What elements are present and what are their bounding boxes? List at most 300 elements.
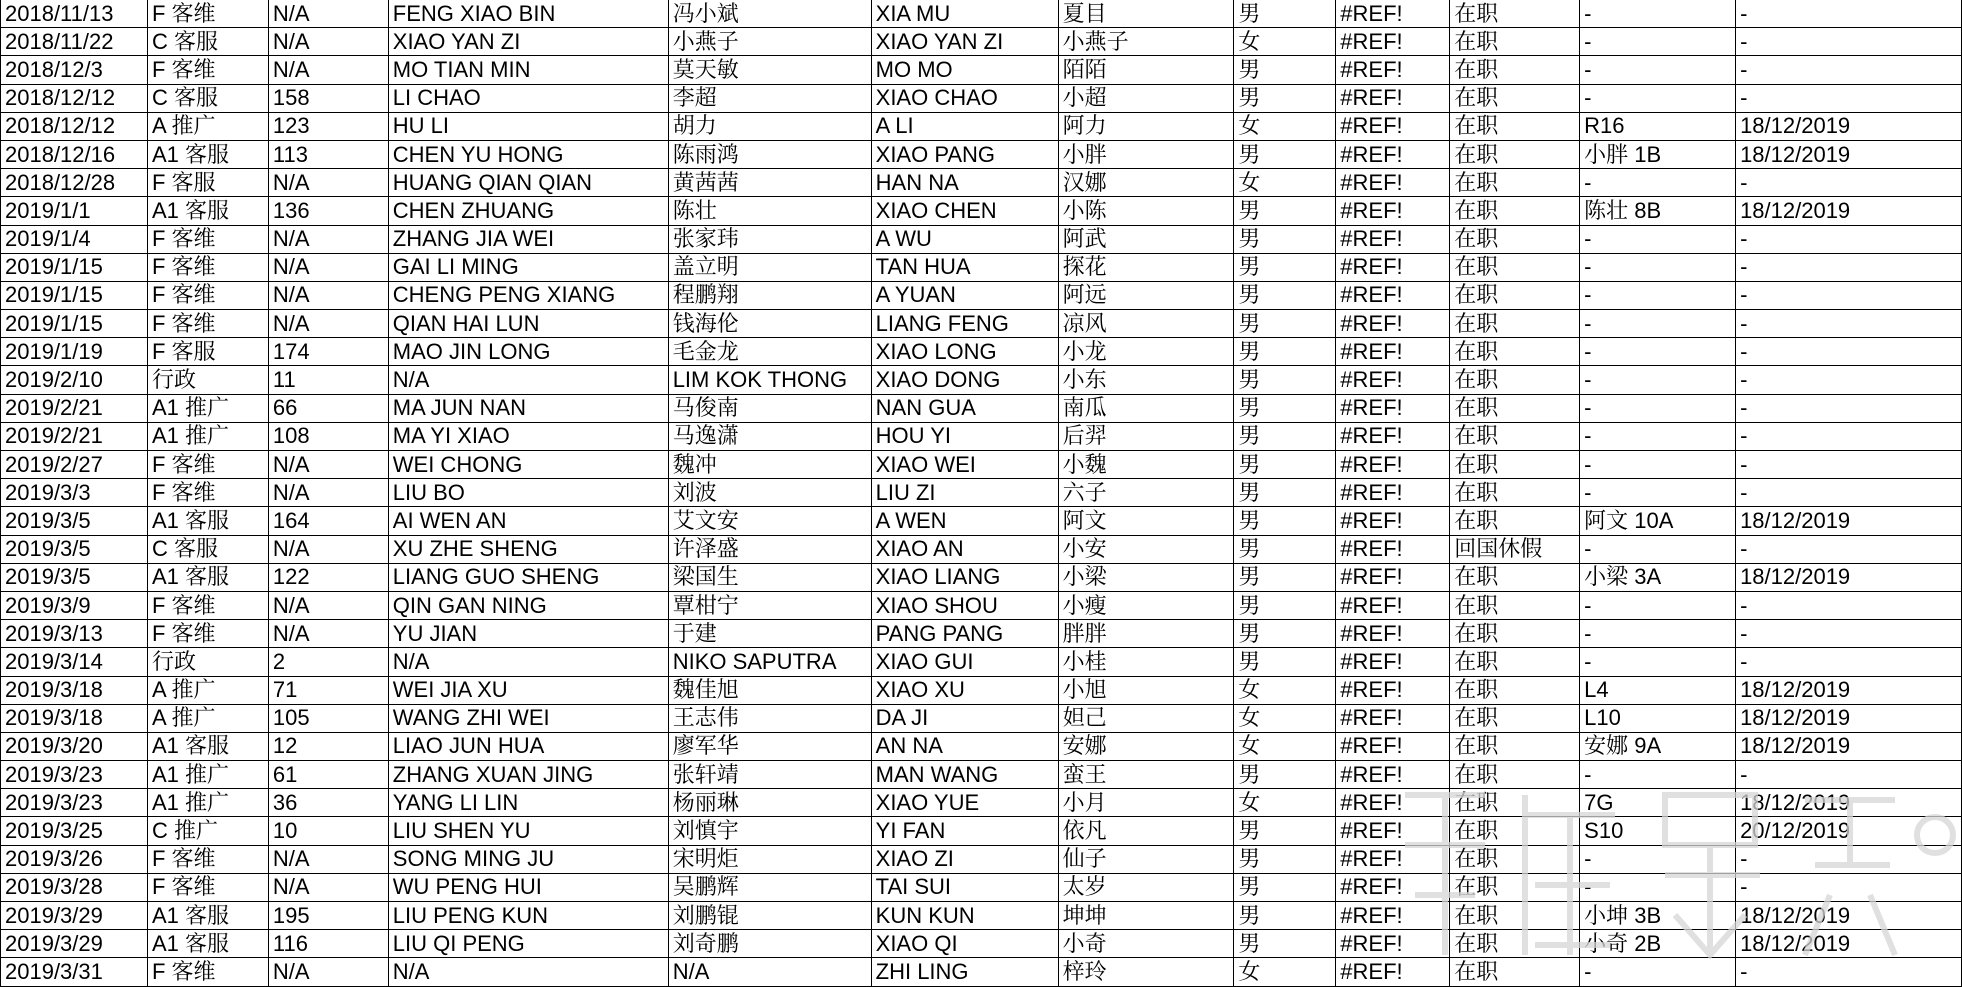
cell-code[interactable]: 158 <box>268 84 388 112</box>
cell-expiry-date[interactable]: 18/12/2019 <box>1736 676 1962 704</box>
cell-department[interactable]: F 客维 <box>147 56 268 84</box>
cell-join-date[interactable]: 2019/2/21 <box>1 422 148 450</box>
cell-status[interactable]: 在职 <box>1450 197 1580 225</box>
cell-gender[interactable]: 女 <box>1234 789 1336 817</box>
cell-expiry-date[interactable]: - <box>1736 169 1962 197</box>
cell-chinese-name[interactable]: 张轩靖 <box>668 761 871 789</box>
cell-pinyin-name[interactable]: YANG LI LIN <box>388 789 668 817</box>
cell-account-code[interactable]: - <box>1580 281 1736 309</box>
cell-gender[interactable]: 男 <box>1234 648 1336 676</box>
cell-account-code[interactable]: S10 <box>1580 817 1736 845</box>
cell-ref-value[interactable]: #REF! <box>1336 845 1450 873</box>
cell-code[interactable]: 10 <box>268 817 388 845</box>
cell-expiry-date[interactable]: - <box>1736 873 1962 901</box>
cell-ref-value[interactable]: #REF! <box>1336 789 1450 817</box>
cell-join-date[interactable]: 2019/3/9 <box>1 591 148 619</box>
cell-expiry-date[interactable]: - <box>1736 535 1962 563</box>
cell-join-date[interactable]: 2019/3/13 <box>1 620 148 648</box>
cell-department[interactable]: 行政 <box>147 648 268 676</box>
cell-department[interactable]: A 推广 <box>147 704 268 732</box>
cell-ref-value[interactable]: #REF! <box>1336 84 1450 112</box>
cell-nickname[interactable]: 阿远 <box>1058 281 1234 309</box>
cell-pinyin-name[interactable]: CHENG PENG XIANG <box>388 281 668 309</box>
cell-chinese-name[interactable]: 王志伟 <box>668 704 871 732</box>
cell-expiry-date[interactable]: 20/12/2019 <box>1736 817 1962 845</box>
cell-ref-value[interactable]: #REF! <box>1336 676 1450 704</box>
cell-status[interactable]: 在职 <box>1450 648 1580 676</box>
cell-chinese-name[interactable]: 许泽盛 <box>668 535 871 563</box>
cell-expiry-date[interactable]: - <box>1736 225 1962 253</box>
cell-ref-value[interactable]: #REF! <box>1336 507 1450 535</box>
cell-nickname[interactable]: 南瓜 <box>1058 394 1234 422</box>
cell-join-date[interactable]: 2019/3/5 <box>1 535 148 563</box>
cell-pinyin-name[interactable]: CHEN YU HONG <box>388 140 668 168</box>
cell-department[interactable]: F 客维 <box>147 958 268 986</box>
cell-department[interactable]: A1 推广 <box>147 422 268 450</box>
cell-gender[interactable]: 女 <box>1234 958 1336 986</box>
cell-nickname-pinyin[interactable]: HAN NA <box>871 169 1058 197</box>
cell-join-date[interactable]: 2019/3/18 <box>1 704 148 732</box>
cell-expiry-date[interactable]: - <box>1736 648 1962 676</box>
cell-department[interactable]: F 客维 <box>147 479 268 507</box>
cell-ref-value[interactable]: #REF! <box>1336 648 1450 676</box>
cell-department[interactable]: C 客服 <box>147 84 268 112</box>
cell-department[interactable]: F 客维 <box>147 873 268 901</box>
cell-join-date[interactable]: 2019/1/15 <box>1 310 148 338</box>
cell-status[interactable]: 在职 <box>1450 704 1580 732</box>
cell-gender[interactable]: 男 <box>1234 451 1336 479</box>
cell-nickname[interactable]: 小桂 <box>1058 648 1234 676</box>
cell-nickname[interactable]: 小燕子 <box>1058 28 1234 56</box>
cell-nickname-pinyin[interactable]: MO MO <box>871 56 1058 84</box>
cell-gender[interactable]: 男 <box>1234 366 1336 394</box>
cell-nickname[interactable]: 小瘦 <box>1058 591 1234 619</box>
cell-nickname-pinyin[interactable]: XIAO WEI <box>871 451 1058 479</box>
cell-join-date[interactable]: 2019/3/29 <box>1 930 148 958</box>
cell-status[interactable]: 在职 <box>1450 140 1580 168</box>
cell-join-date[interactable]: 2019/3/23 <box>1 761 148 789</box>
cell-nickname[interactable]: 凉风 <box>1058 310 1234 338</box>
cell-pinyin-name[interactable]: MA JUN NAN <box>388 394 668 422</box>
cell-expiry-date[interactable]: - <box>1736 253 1962 281</box>
cell-ref-value[interactable]: #REF! <box>1336 394 1450 422</box>
cell-account-code[interactable]: - <box>1580 338 1736 366</box>
cell-pinyin-name[interactable]: ZHANG XUAN JING <box>388 761 668 789</box>
cell-pinyin-name[interactable]: HU LI <box>388 112 668 140</box>
cell-expiry-date[interactable]: - <box>1736 761 1962 789</box>
cell-account-code[interactable]: 小坤 3B <box>1580 902 1736 930</box>
cell-pinyin-name[interactable]: MA YI XIAO <box>388 422 668 450</box>
cell-pinyin-name[interactable]: GAI LI MING <box>388 253 668 281</box>
cell-pinyin-name[interactable]: XU ZHE SHENG <box>388 535 668 563</box>
cell-code[interactable]: 36 <box>268 789 388 817</box>
cell-nickname-pinyin[interactable]: HOU YI <box>871 422 1058 450</box>
cell-expiry-date[interactable]: 18/12/2019 <box>1736 112 1962 140</box>
cell-status[interactable]: 回国休假 <box>1450 535 1580 563</box>
cell-gender[interactable]: 男 <box>1234 338 1336 366</box>
cell-pinyin-name[interactable]: HUANG QIAN QIAN <box>388 169 668 197</box>
cell-join-date[interactable]: 2019/3/28 <box>1 873 148 901</box>
cell-ref-value[interactable]: #REF! <box>1336 704 1450 732</box>
cell-account-code[interactable]: L10 <box>1580 704 1736 732</box>
cell-expiry-date[interactable]: - <box>1736 422 1962 450</box>
cell-status[interactable]: 在职 <box>1450 451 1580 479</box>
cell-ref-value[interactable]: #REF! <box>1336 56 1450 84</box>
cell-account-code[interactable]: - <box>1580 479 1736 507</box>
cell-chinese-name[interactable]: 覃柑宁 <box>668 591 871 619</box>
cell-code[interactable]: 122 <box>268 563 388 591</box>
cell-status[interactable]: 在职 <box>1450 422 1580 450</box>
cell-code[interactable]: N/A <box>268 169 388 197</box>
cell-chinese-name[interactable]: 程鹏翔 <box>668 281 871 309</box>
cell-status[interactable]: 在职 <box>1450 676 1580 704</box>
cell-department[interactable]: F 客维 <box>147 451 268 479</box>
cell-nickname[interactable]: 小月 <box>1058 789 1234 817</box>
cell-gender[interactable]: 男 <box>1234 817 1336 845</box>
cell-expiry-date[interactable]: 18/12/2019 <box>1736 930 1962 958</box>
cell-status[interactable]: 在职 <box>1450 789 1580 817</box>
cell-account-code[interactable]: 阿文 10A <box>1580 507 1736 535</box>
cell-nickname[interactable]: 小梁 <box>1058 563 1234 591</box>
cell-ref-value[interactable]: #REF! <box>1336 817 1450 845</box>
cell-chinese-name[interactable]: 刘波 <box>668 479 871 507</box>
cell-expiry-date[interactable]: 18/12/2019 <box>1736 563 1962 591</box>
cell-account-code[interactable]: - <box>1580 451 1736 479</box>
cell-chinese-name[interactable]: LIM KOK THONG <box>668 366 871 394</box>
cell-status[interactable]: 在职 <box>1450 0 1580 28</box>
cell-expiry-date[interactable]: - <box>1736 281 1962 309</box>
cell-nickname[interactable]: 阿力 <box>1058 112 1234 140</box>
cell-expiry-date[interactable]: - <box>1736 84 1962 112</box>
cell-account-code[interactable]: - <box>1580 422 1736 450</box>
cell-status[interactable]: 在职 <box>1450 28 1580 56</box>
cell-nickname-pinyin[interactable]: XIAO LONG <box>871 338 1058 366</box>
cell-status[interactable]: 在职 <box>1450 169 1580 197</box>
cell-chinese-name[interactable]: NIKO SAPUTRA <box>668 648 871 676</box>
cell-chinese-name[interactable]: 魏冲 <box>668 451 871 479</box>
cell-pinyin-name[interactable]: LIANG GUO SHENG <box>388 563 668 591</box>
cell-chinese-name[interactable]: 廖军华 <box>668 732 871 760</box>
cell-chinese-name[interactable]: 刘鹏锟 <box>668 902 871 930</box>
cell-code[interactable]: 61 <box>268 761 388 789</box>
cell-expiry-date[interactable]: - <box>1736 591 1962 619</box>
cell-code[interactable]: 71 <box>268 676 388 704</box>
cell-nickname[interactable]: 梓玲 <box>1058 958 1234 986</box>
cell-ref-value[interactable]: #REF! <box>1336 535 1450 563</box>
cell-chinese-name[interactable]: 马逸潇 <box>668 422 871 450</box>
cell-expiry-date[interactable]: - <box>1736 620 1962 648</box>
cell-chinese-name[interactable]: 李超 <box>668 84 871 112</box>
cell-pinyin-name[interactable]: N/A <box>388 366 668 394</box>
cell-join-date[interactable]: 2018/12/12 <box>1 112 148 140</box>
cell-nickname-pinyin[interactable]: XIAO YUE <box>871 789 1058 817</box>
cell-department[interactable]: F 客维 <box>147 0 268 28</box>
cell-expiry-date[interactable]: - <box>1736 394 1962 422</box>
cell-department[interactable]: F 客维 <box>147 225 268 253</box>
cell-account-code[interactable]: - <box>1580 845 1736 873</box>
cell-ref-value[interactable]: #REF! <box>1336 338 1450 366</box>
cell-department[interactable]: A1 客服 <box>147 902 268 930</box>
cell-nickname[interactable]: 陌陌 <box>1058 56 1234 84</box>
cell-chinese-name[interactable]: 刘慎宇 <box>668 817 871 845</box>
cell-code[interactable]: 164 <box>268 507 388 535</box>
cell-department[interactable]: A1 推广 <box>147 394 268 422</box>
cell-chinese-name[interactable]: 陈壮 <box>668 197 871 225</box>
cell-account-code[interactable]: - <box>1580 253 1736 281</box>
cell-pinyin-name[interactable]: N/A <box>388 648 668 676</box>
cell-nickname[interactable]: 小魏 <box>1058 451 1234 479</box>
cell-chinese-name[interactable]: 钱海伦 <box>668 310 871 338</box>
cell-gender[interactable]: 男 <box>1234 620 1336 648</box>
cell-expiry-date[interactable]: - <box>1736 845 1962 873</box>
cell-status[interactable]: 在职 <box>1450 479 1580 507</box>
cell-chinese-name[interactable]: 马俊南 <box>668 394 871 422</box>
cell-join-date[interactable]: 2019/1/4 <box>1 225 148 253</box>
cell-pinyin-name[interactable]: N/A <box>388 958 668 986</box>
cell-join-date[interactable]: 2019/3/5 <box>1 507 148 535</box>
cell-department[interactable]: A 推广 <box>147 676 268 704</box>
cell-nickname-pinyin[interactable]: XIAO XU <box>871 676 1058 704</box>
cell-nickname-pinyin[interactable]: DA JI <box>871 704 1058 732</box>
cell-code[interactable]: N/A <box>268 620 388 648</box>
cell-expiry-date[interactable]: - <box>1736 0 1962 28</box>
cell-code[interactable]: N/A <box>268 225 388 253</box>
cell-gender[interactable]: 男 <box>1234 140 1336 168</box>
cell-nickname-pinyin[interactable]: A LI <box>871 112 1058 140</box>
cell-code[interactable]: N/A <box>268 451 388 479</box>
cell-expiry-date[interactable]: 18/12/2019 <box>1736 197 1962 225</box>
cell-department[interactable]: A1 推广 <box>147 789 268 817</box>
cell-pinyin-name[interactable]: LIU QI PENG <box>388 930 668 958</box>
cell-department[interactable]: F 客维 <box>147 620 268 648</box>
cell-nickname[interactable]: 六子 <box>1058 479 1234 507</box>
cell-nickname-pinyin[interactable]: XIAO AN <box>871 535 1058 563</box>
cell-account-code[interactable]: 小梁 3A <box>1580 563 1736 591</box>
cell-status[interactable]: 在职 <box>1450 253 1580 281</box>
cell-gender[interactable]: 女 <box>1234 28 1336 56</box>
cell-status[interactable]: 在职 <box>1450 225 1580 253</box>
cell-chinese-name[interactable]: 梁国生 <box>668 563 871 591</box>
cell-nickname-pinyin[interactable]: ZHI LING <box>871 958 1058 986</box>
cell-chinese-name[interactable]: 毛金龙 <box>668 338 871 366</box>
cell-code[interactable]: N/A <box>268 0 388 28</box>
cell-status[interactable]: 在职 <box>1450 112 1580 140</box>
cell-ref-value[interactable]: #REF! <box>1336 422 1450 450</box>
cell-code[interactable]: N/A <box>268 310 388 338</box>
cell-account-code[interactable]: - <box>1580 84 1736 112</box>
cell-nickname[interactable]: 小陈 <box>1058 197 1234 225</box>
cell-account-code[interactable]: R16 <box>1580 112 1736 140</box>
cell-code[interactable]: N/A <box>268 56 388 84</box>
cell-chinese-name[interactable]: 莫天敏 <box>668 56 871 84</box>
cell-expiry-date[interactable]: 18/12/2019 <box>1736 732 1962 760</box>
cell-nickname-pinyin[interactable]: XIAO DONG <box>871 366 1058 394</box>
cell-status[interactable]: 在职 <box>1450 902 1580 930</box>
cell-code[interactable]: N/A <box>268 479 388 507</box>
cell-status[interactable]: 在职 <box>1450 394 1580 422</box>
cell-gender[interactable]: 男 <box>1234 197 1336 225</box>
cell-join-date[interactable]: 2019/1/1 <box>1 197 148 225</box>
cell-join-date[interactable]: 2019/3/31 <box>1 958 148 986</box>
cell-join-date[interactable]: 2019/3/18 <box>1 676 148 704</box>
cell-pinyin-name[interactable]: MO TIAN MIN <box>388 56 668 84</box>
cell-pinyin-name[interactable]: QIN GAN NING <box>388 591 668 619</box>
cell-status[interactable]: 在职 <box>1450 620 1580 648</box>
cell-code[interactable]: 108 <box>268 422 388 450</box>
cell-pinyin-name[interactable]: LI CHAO <box>388 84 668 112</box>
cell-nickname[interactable]: 阿文 <box>1058 507 1234 535</box>
cell-ref-value[interactable]: #REF! <box>1336 563 1450 591</box>
cell-gender[interactable]: 男 <box>1234 535 1336 563</box>
cell-join-date[interactable]: 2018/12/3 <box>1 56 148 84</box>
cell-nickname-pinyin[interactable]: A YUAN <box>871 281 1058 309</box>
cell-nickname[interactable]: 胖胖 <box>1058 620 1234 648</box>
cell-code[interactable]: N/A <box>268 535 388 563</box>
cell-gender[interactable]: 女 <box>1234 676 1336 704</box>
cell-account-code[interactable]: - <box>1580 366 1736 394</box>
cell-status[interactable]: 在职 <box>1450 563 1580 591</box>
cell-account-code[interactable]: - <box>1580 56 1736 84</box>
cell-join-date[interactable]: 2019/1/15 <box>1 253 148 281</box>
cell-department[interactable]: A1 客服 <box>147 563 268 591</box>
cell-chinese-name[interactable]: 陈雨鸿 <box>668 140 871 168</box>
cell-code[interactable]: 2 <box>268 648 388 676</box>
cell-department[interactable]: F 客维 <box>147 310 268 338</box>
cell-ref-value[interactable]: #REF! <box>1336 591 1450 619</box>
cell-status[interactable]: 在职 <box>1450 761 1580 789</box>
cell-department[interactable]: A1 客服 <box>147 732 268 760</box>
cell-join-date[interactable]: 2019/3/5 <box>1 563 148 591</box>
cell-ref-value[interactable]: #REF! <box>1336 0 1450 28</box>
cell-pinyin-name[interactable]: QIAN HAI LUN <box>388 310 668 338</box>
cell-nickname-pinyin[interactable]: XIAO SHOU <box>871 591 1058 619</box>
cell-pinyin-name[interactable]: MAO JIN LONG <box>388 338 668 366</box>
cell-account-code[interactable]: - <box>1580 761 1736 789</box>
cell-account-code[interactable]: - <box>1580 0 1736 28</box>
cell-nickname-pinyin[interactable]: XIAO YAN ZI <box>871 28 1058 56</box>
cell-chinese-name[interactable]: 魏佳旭 <box>668 676 871 704</box>
cell-pinyin-name[interactable]: WEI JIA XU <box>388 676 668 704</box>
cell-gender[interactable]: 男 <box>1234 225 1336 253</box>
cell-nickname-pinyin[interactable]: NAN GUA <box>871 394 1058 422</box>
cell-nickname[interactable]: 阿武 <box>1058 225 1234 253</box>
cell-nickname[interactable]: 探花 <box>1058 253 1234 281</box>
cell-join-date[interactable]: 2019/1/19 <box>1 338 148 366</box>
cell-chinese-name[interactable]: 刘奇鹏 <box>668 930 871 958</box>
cell-status[interactable]: 在职 <box>1450 507 1580 535</box>
cell-code[interactable]: 66 <box>268 394 388 422</box>
cell-code[interactable]: 195 <box>268 902 388 930</box>
cell-nickname-pinyin[interactable]: TAN HUA <box>871 253 1058 281</box>
cell-account-code[interactable]: - <box>1580 310 1736 338</box>
cell-account-code[interactable]: - <box>1580 28 1736 56</box>
cell-nickname-pinyin[interactable]: XIA MU <box>871 0 1058 28</box>
cell-pinyin-name[interactable]: AI WEN AN <box>388 507 668 535</box>
cell-ref-value[interactable]: #REF! <box>1336 197 1450 225</box>
cell-gender[interactable]: 男 <box>1234 394 1336 422</box>
cell-account-code[interactable]: 小奇 2B <box>1580 930 1736 958</box>
cell-ref-value[interactable]: #REF! <box>1336 253 1450 281</box>
cell-nickname[interactable]: 小超 <box>1058 84 1234 112</box>
cell-nickname[interactable]: 太岁 <box>1058 873 1234 901</box>
cell-status[interactable]: 在职 <box>1450 817 1580 845</box>
cell-join-date[interactable]: 2019/1/15 <box>1 281 148 309</box>
cell-nickname[interactable]: 小龙 <box>1058 338 1234 366</box>
cell-nickname-pinyin[interactable]: A WU <box>871 225 1058 253</box>
cell-chinese-name[interactable]: 吴鹏辉 <box>668 873 871 901</box>
cell-join-date[interactable]: 2019/3/23 <box>1 789 148 817</box>
cell-code[interactable]: N/A <box>268 591 388 619</box>
cell-join-date[interactable]: 2018/12/12 <box>1 84 148 112</box>
cell-nickname-pinyin[interactable]: XIAO GUI <box>871 648 1058 676</box>
cell-expiry-date[interactable]: - <box>1736 479 1962 507</box>
cell-gender[interactable]: 男 <box>1234 479 1336 507</box>
cell-join-date[interactable]: 2019/3/14 <box>1 648 148 676</box>
cell-chinese-name[interactable]: 张家玮 <box>668 225 871 253</box>
cell-department[interactable]: A1 客服 <box>147 930 268 958</box>
cell-nickname[interactable]: 夏目 <box>1058 0 1234 28</box>
cell-ref-value[interactable]: #REF! <box>1336 281 1450 309</box>
cell-account-code[interactable]: - <box>1580 169 1736 197</box>
cell-gender[interactable]: 男 <box>1234 563 1336 591</box>
cell-account-code[interactable]: 安娜 9A <box>1580 732 1736 760</box>
cell-expiry-date[interactable]: 18/12/2019 <box>1736 789 1962 817</box>
cell-department[interactable]: F 客维 <box>147 253 268 281</box>
cell-expiry-date[interactable]: - <box>1736 28 1962 56</box>
cell-department[interactable]: A1 客服 <box>147 197 268 225</box>
cell-status[interactable]: 在职 <box>1450 958 1580 986</box>
cell-expiry-date[interactable]: - <box>1736 56 1962 84</box>
cell-nickname-pinyin[interactable]: LIU ZI <box>871 479 1058 507</box>
cell-chinese-name[interactable]: 黄茜茜 <box>668 169 871 197</box>
cell-pinyin-name[interactable]: SONG MING JU <box>388 845 668 873</box>
cell-department[interactable]: F 客服 <box>147 169 268 197</box>
cell-code[interactable]: N/A <box>268 281 388 309</box>
cell-code[interactable]: 113 <box>268 140 388 168</box>
cell-ref-value[interactable]: #REF! <box>1336 620 1450 648</box>
cell-chinese-name[interactable]: 冯小斌 <box>668 0 871 28</box>
cell-department[interactable]: A 推广 <box>147 112 268 140</box>
cell-gender[interactable]: 男 <box>1234 253 1336 281</box>
cell-gender[interactable]: 男 <box>1234 845 1336 873</box>
cell-ref-value[interactable]: #REF! <box>1336 225 1450 253</box>
cell-department[interactable]: F 客维 <box>147 845 268 873</box>
cell-department[interactable]: A1 推广 <box>147 761 268 789</box>
cell-pinyin-name[interactable]: YU JIAN <box>388 620 668 648</box>
cell-nickname-pinyin[interactable]: TAI SUI <box>871 873 1058 901</box>
cell-account-code[interactable]: - <box>1580 394 1736 422</box>
cell-join-date[interactable]: 2019/3/20 <box>1 732 148 760</box>
cell-code[interactable]: 116 <box>268 930 388 958</box>
cell-gender[interactable]: 男 <box>1234 761 1336 789</box>
cell-join-date[interactable]: 2018/11/22 <box>1 28 148 56</box>
cell-status[interactable]: 在职 <box>1450 366 1580 394</box>
cell-chinese-name[interactable]: 胡力 <box>668 112 871 140</box>
cell-chinese-name[interactable]: 于建 <box>668 620 871 648</box>
cell-department[interactable]: F 客维 <box>147 591 268 619</box>
cell-department[interactable]: F 客维 <box>147 281 268 309</box>
cell-nickname-pinyin[interactable]: LIANG FENG <box>871 310 1058 338</box>
cell-department[interactable]: 行政 <box>147 366 268 394</box>
cell-ref-value[interactable]: #REF! <box>1336 451 1450 479</box>
cell-expiry-date[interactable]: 18/12/2019 <box>1736 507 1962 535</box>
cell-nickname[interactable]: 小旭 <box>1058 676 1234 704</box>
cell-nickname-pinyin[interactable]: XIAO QI <box>871 930 1058 958</box>
cell-code[interactable]: N/A <box>268 873 388 901</box>
cell-status[interactable]: 在职 <box>1450 281 1580 309</box>
cell-ref-value[interactable]: #REF! <box>1336 479 1450 507</box>
cell-gender[interactable]: 女 <box>1234 704 1336 732</box>
